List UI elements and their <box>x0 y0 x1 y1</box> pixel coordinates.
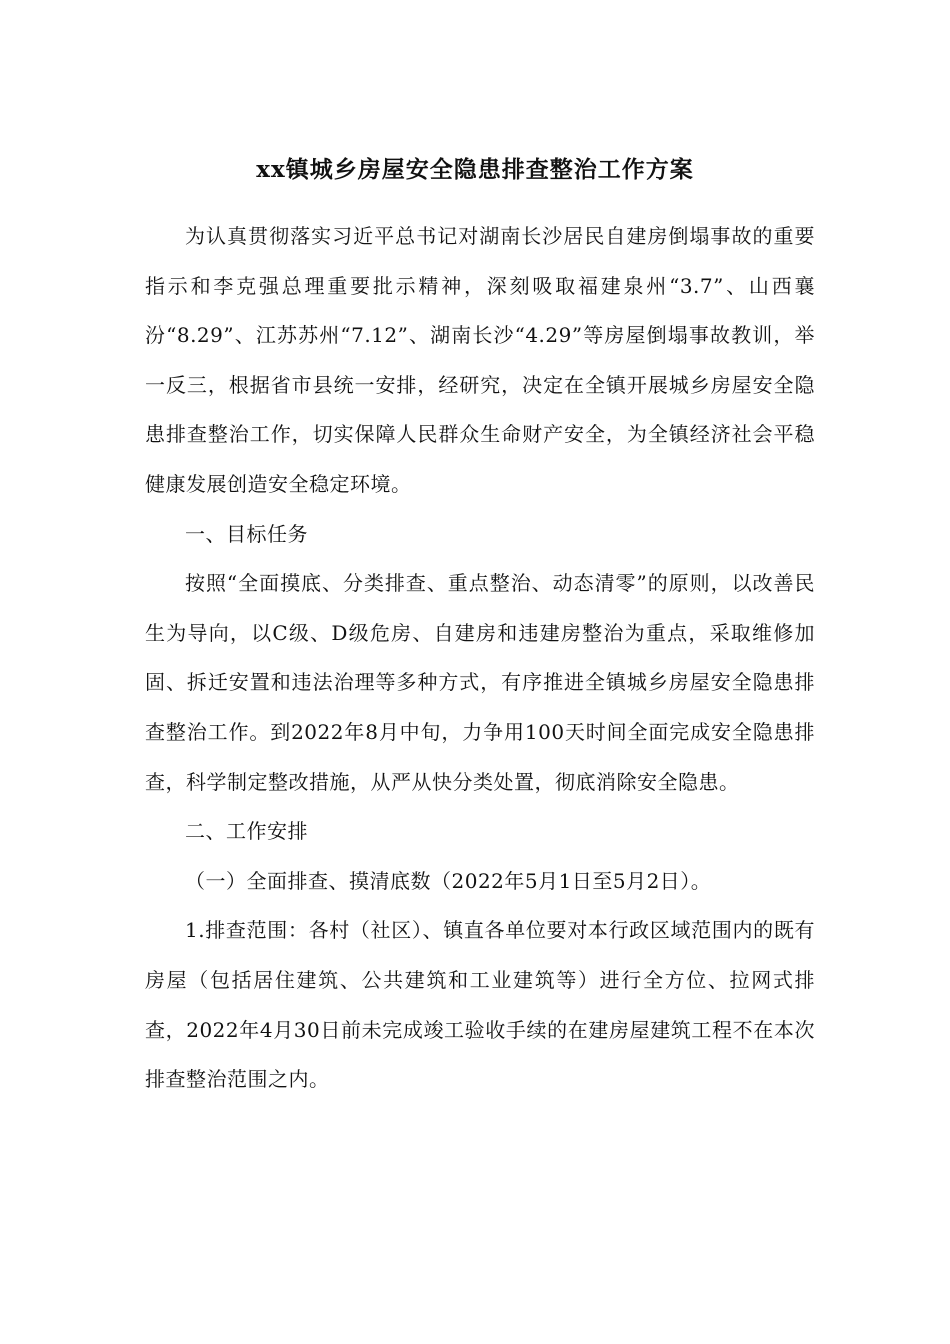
paragraph-intro: 为认真贯彻落实习近平总书记对湖南长沙居民自建房倒塌事故的重要指示和李克强总理重要批示精神，深刻吸取福建泉州“3.7”、山西襄汾“8.29”、江苏苏州“7.12”、湖南长沙“4.29”等房屋倒塌事故教训，举一反三，根据省市县统一安排，经研究，决定在全镇开展城乡房屋安全隐患排查整治工作，切实保障人民群众生命财产安全，为全镇经济社会平稳健康发展创造安全稳定环境。 <box>145 224 815 496</box>
subsection-heading-investigation: （一）全面排查、摸清底数（2022年5月1日至5月2日）。 <box>185 868 712 893</box>
paragraph-scope: 1.排查范围：各村（社区）、镇直各单位要对本行政区域范围内的既有房屋（包括居住建筑、公共建筑和工业建筑等）进行全方位、拉网式排查，2022年4月30日前未完成竣工验收手续的在建房屋建筑工程不在本次排查整治范围之内。 <box>145 918 815 1092</box>
section-heading-goals: 一、目标任务 <box>185 521 308 546</box>
paragraph-goals: 按照“全面摸底、分类排查、重点整治、动态清零”的原则，以改善民生为导向，以C级、D级危房、自建房和违建房整治为重点，采取维修加固、拆迁安置和违法治理等多种方式，有序推进全镇城乡房屋安全隐患排查整治工作。到2022年8月中旬，力争用100天时间全面完成安全隐患排查，科学制定整改措施，从严从快分类处置，彻底消除安全隐患。 <box>145 571 815 794</box>
document-title: xx镇城乡房屋安全隐患排查整治工作方案 <box>256 156 694 183</box>
document-body <box>145 212 815 1105</box>
section-heading-arrangement: 二、工作安排 <box>185 819 308 844</box>
